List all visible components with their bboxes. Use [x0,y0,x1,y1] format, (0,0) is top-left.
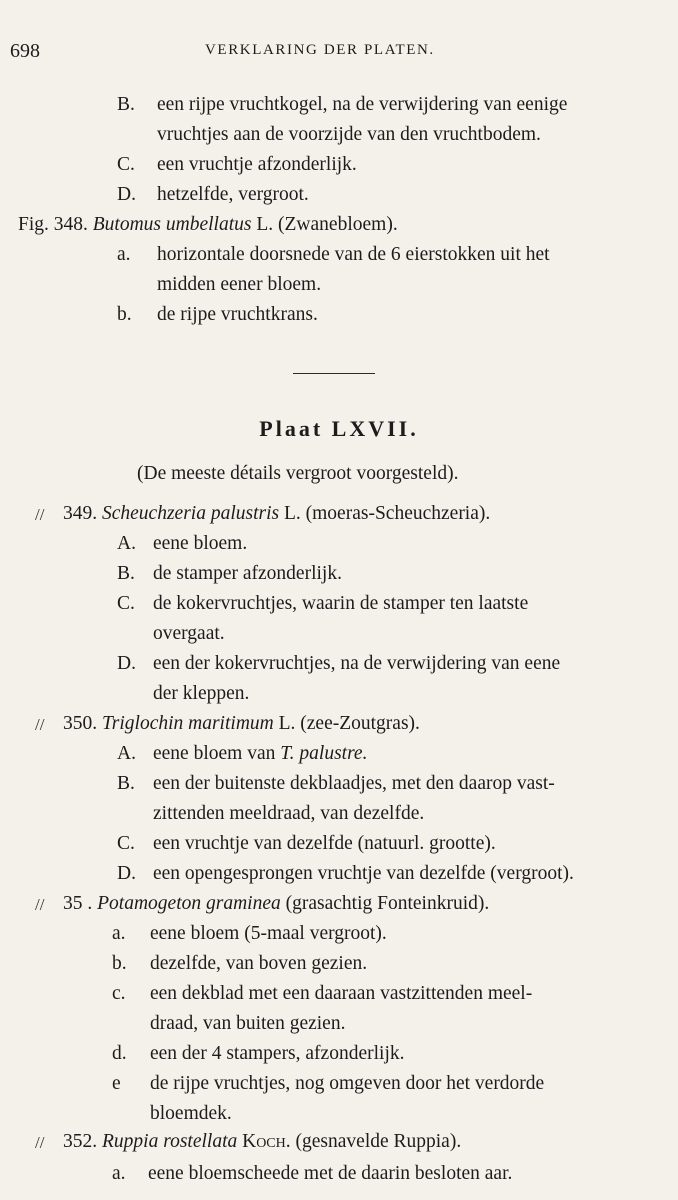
item-text: draad, van buiten gezien. [150,1013,346,1034]
item-label: b. [112,953,127,974]
item-text-row [153,742,367,766]
item-label: B. [117,94,135,115]
running-title: VERKLARING DER PLATEN. [205,42,435,58]
common-name: (Zwanebloem). [278,214,398,235]
item-text: horizontale doorsnede van de 6 eierstokken uit het [157,244,550,265]
figure-heading [63,502,490,526]
item-text: vruchtjes aan de voorzijde van den vruchtbodem. [157,124,541,145]
item-text: de stamper afzonderlijk. [153,563,342,584]
item-label: A. [117,743,136,764]
figure-heading [18,213,398,237]
ditto-mark: // [35,1133,45,1152]
item-label: C. [117,833,135,854]
item-text: overgaat. [153,623,225,644]
ditto-mark: // [35,715,45,734]
author: L. [256,214,274,235]
item-text: een der buitenste dekblaadjes, met den daarop vast- [153,773,555,794]
item-label: D. [117,184,136,205]
species-name: T. palustre. [280,743,368,764]
ditto-mark: // [35,505,45,524]
item-text: dezelfde, van boven gezien. [150,953,368,974]
species-name: Butomus umbellatus [92,214,252,235]
item-label: B. [117,563,135,584]
species-name: Triglochin maritimum [102,713,274,734]
item-text: een opengesprongen vruchtje van dezelfde (vergroot). [153,863,574,884]
item-label: D. [117,863,136,884]
item-text: een dekblad met een daaraan vastzittenden meel- [150,983,533,1004]
page-number: 698 [10,40,40,62]
item-label: a. [112,923,126,944]
item-text: midden eener bloem. [157,274,322,295]
figure-number: Fig. 348. [18,214,88,235]
figure-number: 350. [63,713,98,734]
item-text: een der 4 stampers, afzonderlijk. [150,1043,405,1064]
item-text: de rijpe vruchtjes, nog omgeven door het verdorde [150,1073,545,1094]
item-label: a. [112,1163,126,1184]
item-label: c. [112,983,126,1004]
figure-number: 352. [63,1131,98,1152]
figure-number: 35 . [63,893,93,914]
common-name: (grasachtig Fonteinkruid). [285,893,490,914]
item-text: eene bloem. [153,533,248,554]
figure-heading [63,1130,461,1154]
species-name: Potamogeton graminea [97,893,281,914]
author: Koch. [242,1131,291,1152]
item-text: eene bloemscheede met de daarin besloten aar. [148,1163,513,1184]
item-text: een vruchtje van dezelfde (natuurl. grootte). [153,833,496,854]
item-label: e [112,1073,121,1094]
figure-number: 349. [63,503,98,524]
species-name: Scheuchzeria palustris [102,503,280,524]
item-text: bloemdek. [150,1103,232,1124]
item-text: zittenden meeldraad, van dezelfde. [153,803,425,824]
item-text: hetzelfde, vergroot. [157,184,309,205]
figure-heading [63,892,489,916]
ditto-mark: // [35,895,45,914]
item-label: b. [117,304,132,325]
item-text: een der kokervruchtjes, na de verwijdering van eene [153,653,561,674]
item-text: de kokervruchtjes, waarin de stamper ten laatste [153,593,529,614]
item-label: D. [117,653,136,674]
plate-title: Plaat LXVII. [259,416,419,441]
item-label: d. [112,1043,127,1064]
item-text: der kleppen. [153,683,250,704]
plate-note: (De meeste détails vergroot voorgesteld). [137,463,459,484]
item-label: B. [117,773,135,794]
species-name: Ruppia rostellata [102,1131,238,1152]
item-text: eene bloem (5-maal vergroot). [150,923,387,944]
item-label: a. [117,244,131,265]
item-label: A. [117,533,136,554]
common-name: (gesnavelde Ruppia). [295,1131,462,1152]
item-text: de rijpe vruchtkrans. [157,304,318,325]
section-divider [293,373,375,374]
common-name: L. (zee-Zoutgras). [278,713,420,734]
item-label: C. [117,154,135,175]
item-text: een vruchtje afzonderlijk. [157,154,357,175]
item-text: een rijpe vruchtkogel, na de verwijdering van eenige [157,94,568,115]
common-name: L. (moeras-Scheuchzeria). [283,503,491,524]
item-text: eene bloem van [153,743,276,764]
item-label: C. [117,593,135,614]
figure-heading [63,712,420,736]
